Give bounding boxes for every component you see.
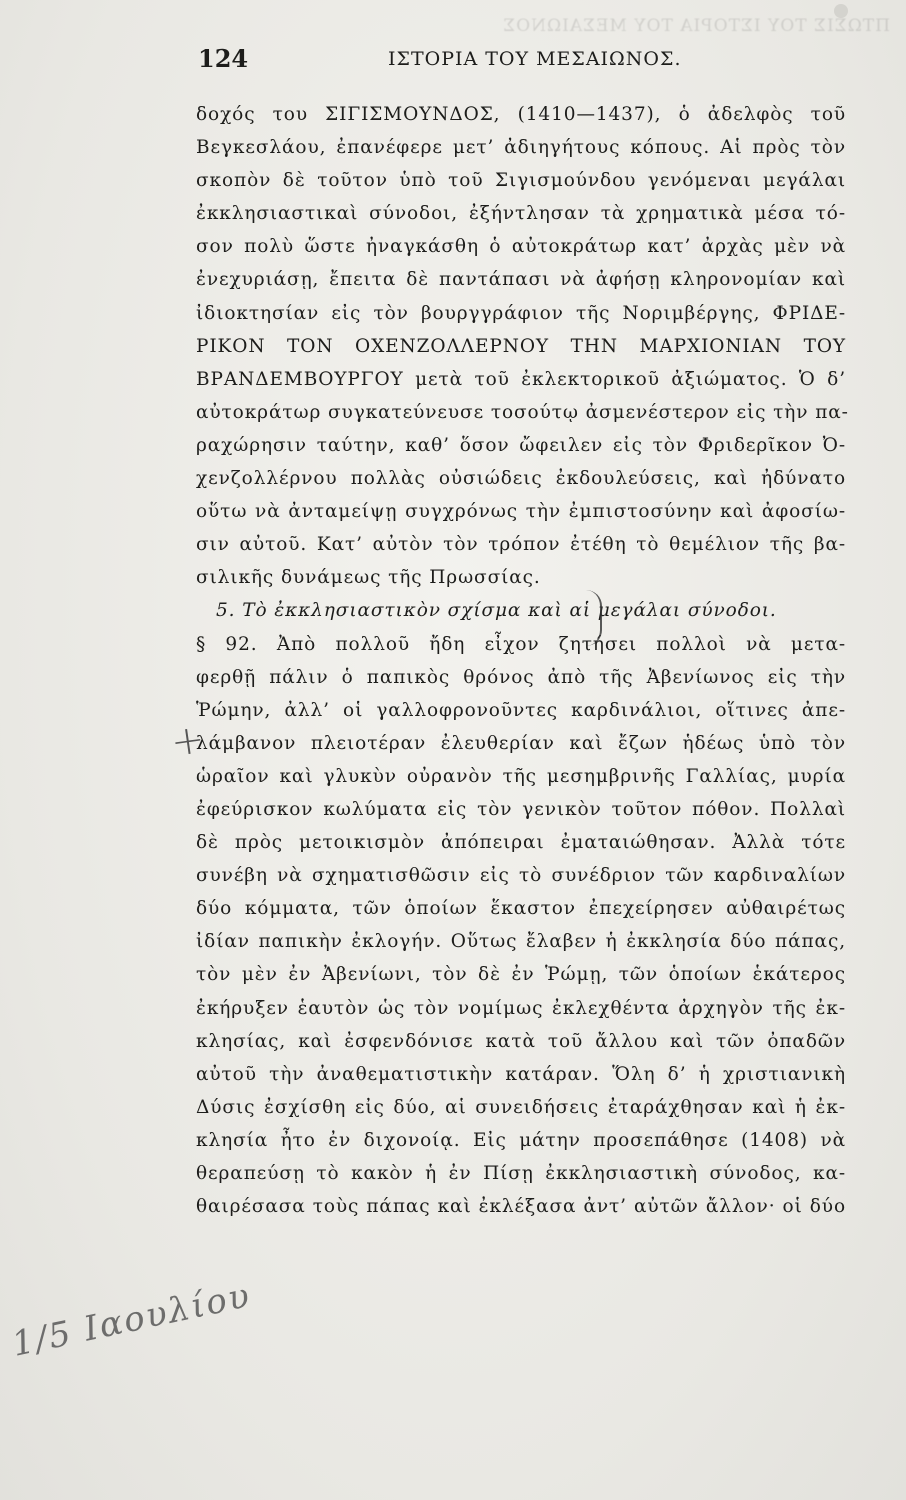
- text-line: Ῥώμην, ἀλλ’ οἱ γαλλοφρονοῦντες καρδινάλιοι, οἵτινες ἀπε-: [196, 699, 846, 721]
- text-line: ἐκκλησιαστικαὶ σύνοδοι, ἐξήντλησαν τὰ χρηματικὰ μέσα τό-: [196, 203, 846, 225]
- text-line: λάμβανον πλειοτέραν ἐλευθερίαν καὶ ἔζων ἡδέως ὑπὸ τὸν: [196, 732, 846, 754]
- text-line: αὐτοῦ τὴν ἀναθεματιστικὴν κατάραν. Ὅλη δ’ ἡ χριστιανικὴ: [196, 1063, 846, 1085]
- text-line: δοχός του ΣΙΓΙΣΜΟΥΝΔΟΣ, (1410—1437), ὁ ἀδελφὸς τοῦ: [196, 104, 846, 125]
- text-line: θεραπεύσῃ τὸ κακὸν ἡ ἐν Πίσῃ ἐκκλησιαστικὴ σύνοδος, κα-: [196, 1163, 846, 1184]
- text-line: ἐκήρυξεν ἑαυτὸν ὡς τὸν νομίμως ἐκλεχθέντα ἀρχηγὸν τῆς ἐκ-: [196, 997, 846, 1019]
- pencil-cross-mark: +: [167, 715, 208, 767]
- text-line: σκοπὸν δὲ τοῦτον ὑπὸ τοῦ Σιγισμούνδου γενόμεναι μεγάλαι: [196, 170, 846, 192]
- text-line: συνέβη νὰ σχηματισθῶσιν εἰς τὸ συνέδριον τῶν καρδιναλίων: [196, 865, 846, 887]
- bleed-through-text: ΠΤΩΣΙΣ ΤΟΥ ΙΣΤΟΡΙΑ ΤΟΥ ΜΕΣΑΙΩΝΟΣ: [502, 16, 890, 36]
- text-line: αὐτοκράτωρ συγκατεύνευσε τοσούτῳ ἀσμενέστερον εἰς τὴν πα-: [196, 401, 849, 423]
- text-line: ὡραῖον καὶ γλυκὺν οὐρανὸν τῆς μεσημβρινῆς Γαλλίας, μυρία: [196, 765, 846, 787]
- text-line: οὕτω νὰ ἀνταμείψῃ συγχρόνως τὴν ἐμπιστοσύνην καὶ ἀφοσίω-: [196, 501, 846, 523]
- text-line: ἰδιοκτησίαν εἰς τὸν βουργγράφιον τῆς Νοριμβέργης, ΦΡΙΔΕ-: [196, 302, 846, 324]
- text-line: ἰδίαν παπικὴν ἐκλογήν. Οὕτως ἔλαβεν ἡ ἐκκλησία δύο πάπας,: [196, 931, 846, 953]
- text-line: δὲ πρὸς μετοικισμὸν ἀπόπειραι ἐματαιώθησαν. Ἀλλὰ τότε: [196, 832, 846, 854]
- text-line: δύο κόμματα, τῶν ὁποίων ἕκαστον ἐπεχείρησεν αὐθαιρέτως: [196, 898, 846, 920]
- body-text: [196, 98, 849, 1223]
- running-title: ΙΣΤΟΡΙΑ ΤΟΥ ΜΕΣΑΙΩΝΟΣ.: [388, 48, 682, 70]
- pencil-bracket-mark: [586, 590, 602, 646]
- text-line: τὸν μὲν ἐν Ἀβενίωνι, τὸν δὲ ἐν Ῥώμῃ, τῶν ὁποίων ἑκάτερος: [196, 964, 846, 986]
- text-line: § 92. Ἀπὸ πολλοῦ ἤδη εἶχον ζητήσει πολλοὶ νὰ μετα-: [196, 633, 846, 655]
- text-line: κλησία ἦτο ἐν διχονοίᾳ. Εἰς μάτην προσεπάθησε (1408) νὰ: [196, 1129, 846, 1151]
- text-line: φερθῇ πάλιν ὁ παπικὸς θρόνος ἀπὸ τῆς Ἀβενίωνος εἰς τὴν: [196, 666, 846, 688]
- text-line: θαιρέσασα τοὺς πάπας καὶ ἐκλέξασα ἀντ’ αὐτῶν ἄλλον· οἱ δύο: [196, 1196, 846, 1218]
- page-number: 124: [198, 44, 249, 73]
- text-line: χενζολλέρνου πολλὰς οὐσιώδεις ἐκδουλεύσεις, καὶ ἠδύνατο: [196, 468, 846, 490]
- text-line: ΡΙΚΟΝ ΤΟΝ ΟΧΕΝΖΟΛΛΕΡΝΟΥ ΤΗΝ ΜΑΡΧΙΟΝΙΑΝ ΤΟΥ: [196, 335, 846, 357]
- text-line: Βεγκεσλάου, ἐπανέφερε μετ’ ἀδιηγήτους κόπους. Αἱ πρὸς τὸν: [196, 137, 846, 159]
- text-line: σιλικῆς δυνάμεως τῆς Πρωσσίας.: [196, 567, 541, 589]
- section-heading: 5. Τὸ ἐκκλησιαστικὸν σχίσμα καὶ αἱ μεγάλαι σύνοδοι.: [216, 600, 777, 622]
- text-line: ἐνεχυριάσῃ, ἔπειτα δὲ παντάπασι νὰ ἀφήσῃ κληρονομίαν καὶ: [196, 269, 846, 291]
- text-line: ραχώρησιν ταύτην, καθ’ ὅσον ὤφειλεν εἰς τὸν Φριδερῖκον Ὀ-: [196, 434, 846, 456]
- text-line: σιν αὐτοῦ. Κατ’ αὐτὸν τὸν τρόπον ἐτέθη τὸ θεμέλιον τῆς βα-: [196, 534, 846, 556]
- text-line: κλησίας, καὶ ἐσφενδόνισε κατὰ τοῦ ἄλλου καὶ τῶν ὀπαδῶν: [196, 1030, 846, 1052]
- page-header: [198, 44, 848, 80]
- text-line: σον πολὺ ὥστε ἠναγκάσθη ὁ αὐτοκράτωρ κατ’ ἀρχὰς μὲν νὰ: [196, 236, 846, 258]
- text-line: Δύσις ἐσχίσθη εἰς δύο, αἱ συνειδήσεις ἐταράχθησαν καὶ ἡ ἐκ-: [196, 1096, 846, 1118]
- text-line: ΒΡΑΝΔΕΜΒΟΥΡΓΟΥ μετὰ τοῦ ἐκλεκτορικοῦ ἀξιώματος. Ὁ δ’: [196, 368, 846, 390]
- text-line: ἐφεύρισκον κωλύματα εἰς τὸν γενικὸν τοῦτον πόθον. Πολλαὶ: [196, 798, 846, 820]
- handwritten-margin-note: 1/5 Ιαουλίου: [8, 1275, 255, 1365]
